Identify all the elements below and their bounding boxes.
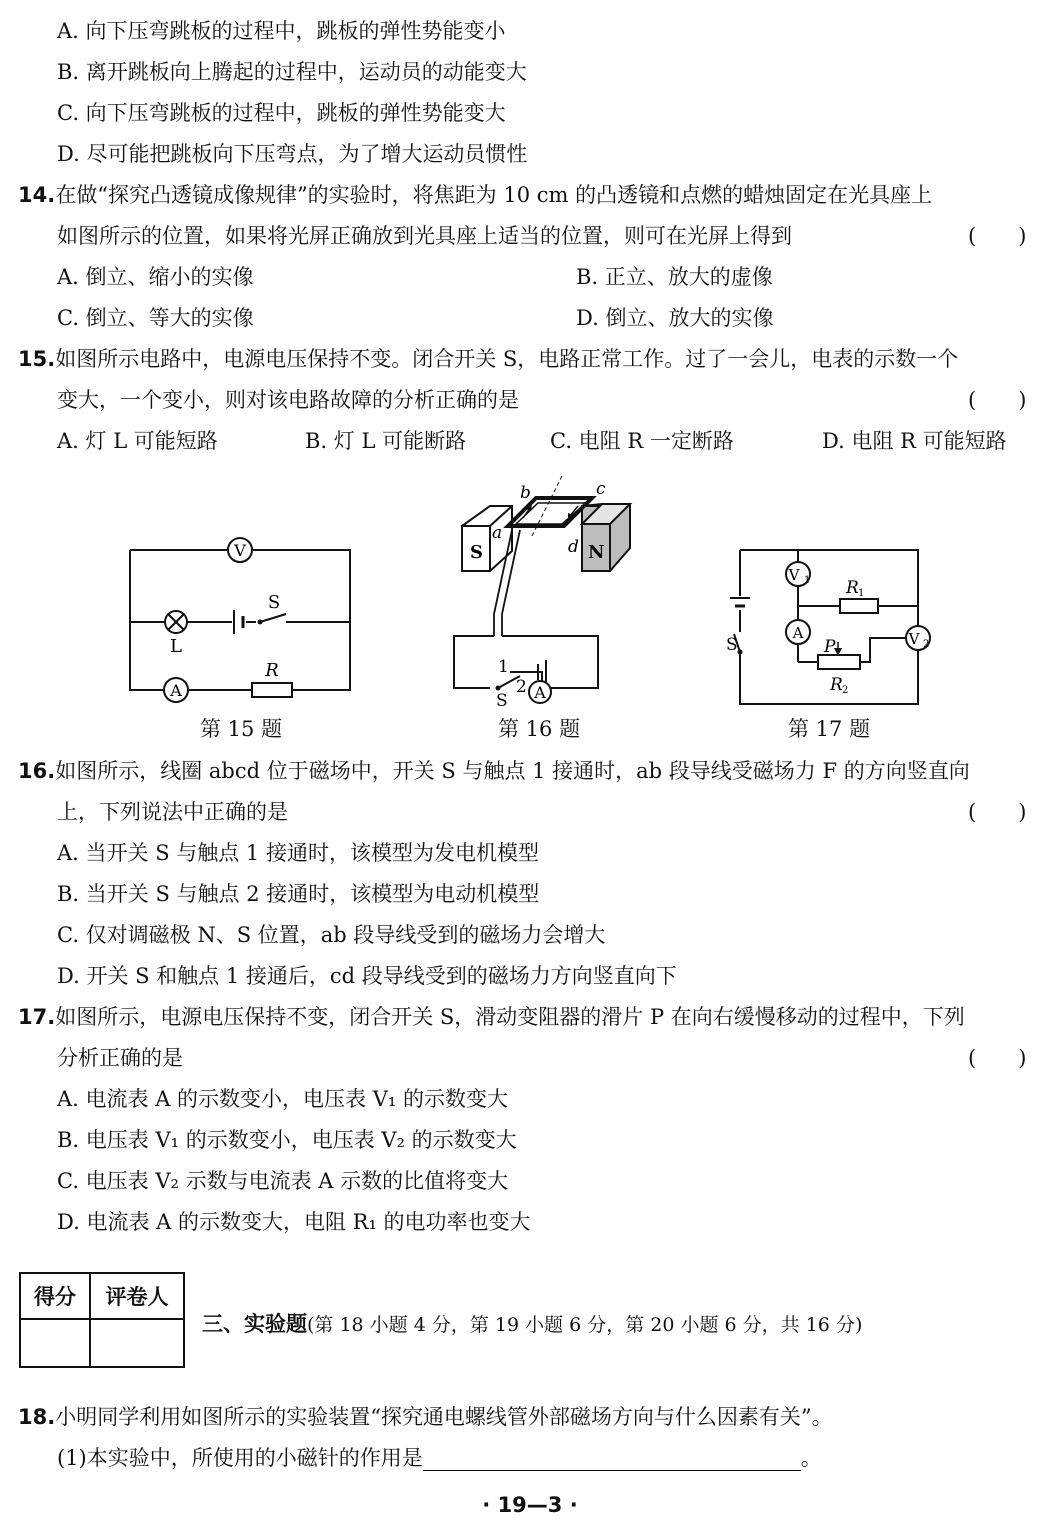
q17-option-d: D. 电流表 A 的示数变大，电阻 R₁ 的电功率也变大 <box>57 1210 531 1234</box>
v1-subscript: 1 <box>804 575 811 586</box>
coil-label-d: d <box>568 537 579 557</box>
q16-option-b: B. 当开关 S 与触点 2 接通时，该模型为电动机模型 <box>57 882 540 906</box>
q15-answer-paren: ( ) <box>968 388 1027 412</box>
section-3-title: 三、实验题 <box>202 1312 307 1336</box>
q15-stem-line2: 变大，一个变小，则对该电路故障的分析正确的是 <box>57 388 519 412</box>
switch-label: S <box>267 592 281 613</box>
q15-option-c: C. 电阻 R 一定断路 <box>550 429 734 453</box>
q16-option-a: A. 当开关 S 与触点 1 接通时，该模型为发电机模型 <box>57 841 539 865</box>
figure-17-circuit <box>720 536 945 716</box>
q18-text-1: 小明同学利用如图所示的实验装置“探究通电螺线管外部磁场方向与什么因素有关”。 <box>55 1405 833 1429</box>
score-table <box>19 1272 185 1368</box>
coil-label-b: b <box>520 483 531 503</box>
q17-number: 17. <box>18 1005 56 1029</box>
south-label: S <box>470 542 483 563</box>
ammeter-label-17: A <box>792 624 804 642</box>
voltmeter-label: V <box>234 541 246 560</box>
q15-stem-line1 <box>18 346 958 372</box>
figure-15-circuit <box>110 530 370 710</box>
q14-stem-line1 <box>18 182 932 208</box>
q17-text-1: 如图所示，电源电压保持不变，闭合开关 S，滑动变阻器的滑片 P 在向右缓慢移动的过程中，下列 <box>55 1005 965 1029</box>
figure-15-caption: 第 15 题 <box>200 717 283 741</box>
coil-label-c: c <box>596 479 606 499</box>
q16-answer-paren: ( ) <box>968 800 1027 824</box>
q16-text-1: 如图所示，线圈 abcd 位于磁场中，开关 S 与触点 1 接通时，ab 段导线受磁场力 F 的方向竖直向 <box>55 759 970 783</box>
r2-subscript: 2 <box>842 685 849 696</box>
q18-number: 18. <box>18 1405 56 1429</box>
q17-stem-line2: 分析正确的是 <box>57 1046 183 1070</box>
slider-p-label: P <box>824 637 836 657</box>
lamp-label: L <box>170 636 182 657</box>
ammeter-label-16: A <box>534 683 546 702</box>
q14-option-a: A. 倒立、缩小的实像 <box>57 265 254 289</box>
v1-label: V <box>788 566 800 584</box>
figure-16-motor-model <box>450 476 640 710</box>
v2-subscript: 2 <box>923 639 930 650</box>
q15-option-b: B. 灯 L 可能断路 <box>305 429 467 453</box>
q16-stem-line1 <box>18 758 970 784</box>
contact-2-label: 2 <box>516 677 527 697</box>
grader-cell[interactable] <box>90 1319 184 1367</box>
q13-option-d: D. 尽可能把跳板向下压弯点，为了增大运动员惯性 <box>57 142 528 166</box>
ammeter-label: A <box>170 681 182 700</box>
r1-label: R <box>846 578 859 598</box>
r1-subscript: 1 <box>858 588 865 599</box>
score-cell[interactable] <box>20 1319 90 1367</box>
q15-option-a: A. 灯 L 可能短路 <box>57 429 218 453</box>
switch-label-16: S <box>496 691 508 710</box>
figure-16-caption: 第 16 题 <box>498 717 581 741</box>
q17-answer-paren: ( ) <box>968 1046 1027 1070</box>
r2-label: R <box>830 675 843 695</box>
figure-17-caption: 第 17 题 <box>788 717 871 741</box>
q16-number: 16. <box>18 759 56 783</box>
q15-number: 15. <box>18 347 56 371</box>
section-3-note: (第 18 小题 4 分，第 19 小题 6 分，第 20 小题 6 分，共 16 分) <box>307 1314 863 1336</box>
rheostat-r2-symbol <box>818 655 860 669</box>
q16-option-c: C. 仅对调磁极 N、S 位置，ab 段导线受到的磁场力会增大 <box>57 923 606 947</box>
q18-sub1-text: (1)本实验中，所使用的小磁针的作用是 <box>57 1446 423 1470</box>
q17-option-b: B. 电压表 V₁ 的示数变小，电压表 V₂ 的示数变大 <box>57 1128 517 1152</box>
q14-option-c: C. 倒立、等大的实像 <box>57 306 254 330</box>
q14-option-d: D. 倒立、放大的实像 <box>576 306 774 330</box>
resistor-label: R <box>265 660 279 681</box>
score-header: 得分 <box>20 1273 90 1319</box>
q17-option-a: A. 电流表 A 的示数变小，电压表 V₁ 的示数变大 <box>57 1087 508 1111</box>
q17-option-c: C. 电压表 V₂ 示数与电流表 A 示数的比值将变大 <box>57 1169 509 1193</box>
q14-stem-line2: 如图所示的位置，如果将光屏正确放到光具座上适当的位置，则可在光屏上得到 <box>57 224 792 248</box>
q14-option-b: B. 正立、放大的虚像 <box>576 265 773 289</box>
q16-stem-line2: 上，下列说法中正确的是 <box>57 800 288 824</box>
q14-text-1: 在做“探究凸透镜成像规律”的实验时，将焦距为 10 cm 的凸透镜和点燃的蜡烛固定在光具座上 <box>55 183 933 207</box>
switch-label-17: S <box>726 635 738 655</box>
resistor-r1-symbol <box>840 599 878 613</box>
q13-option-a: A. 向下压弯跳板的过程中，跳板的弹性势能变小 <box>57 19 506 43</box>
q13-option-c: C. 向下压弯跳板的过程中，跳板的弹性势能变大 <box>57 101 506 125</box>
q15-text-1: 如图所示电路中，电源电压保持不变。闭合开关 S，电路正常工作。过了一会儿，电表的示数一个 <box>55 347 959 371</box>
grader-header: 评卷人 <box>90 1273 184 1319</box>
q18-sub1-end: 。 <box>800 1446 822 1470</box>
q17-stem-line1 <box>18 1004 965 1030</box>
v2-label: V <box>908 630 920 648</box>
q15-option-d: D. 电阻 R 可能短路 <box>822 429 1007 453</box>
contact-1-label: 1 <box>498 657 509 677</box>
resistor-symbol <box>252 683 292 697</box>
q14-number: 14. <box>18 183 56 207</box>
q14-answer-paren: ( ) <box>968 224 1027 248</box>
q18-stem-line1 <box>18 1404 833 1430</box>
q18-sub1 <box>57 1445 822 1471</box>
section-3-heading <box>202 1311 862 1338</box>
coil-label-a: a <box>492 523 503 543</box>
q13-option-b: B. 离开跳板向上腾起的过程中，运动员的动能变大 <box>57 60 527 84</box>
q18-answer-blank[interactable] <box>423 1448 801 1471</box>
north-label: N <box>588 542 605 563</box>
q16-option-d: D. 开关 S 和触点 1 接通后，cd 段导线受到的磁场力方向竖直向下 <box>57 964 677 988</box>
page-number: · 19—3 · <box>482 1493 578 1517</box>
